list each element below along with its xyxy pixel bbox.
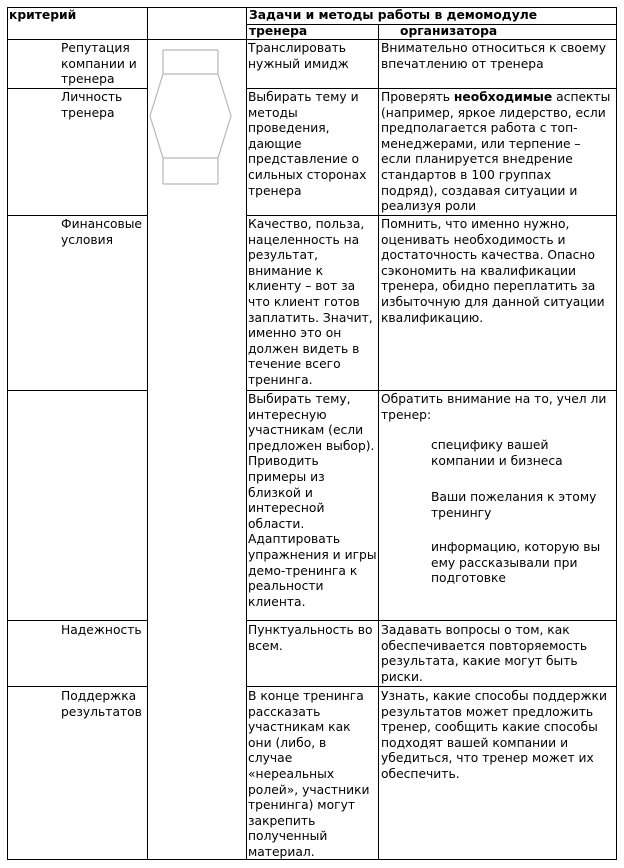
grid-line <box>246 686 617 687</box>
grid-line <box>246 215 617 216</box>
row-criterion: Надежность <box>61 623 142 637</box>
grid-line <box>7 88 147 89</box>
row-trainer-text: Транслировать нужный имидж <box>248 41 349 71</box>
grid-line <box>7 215 147 216</box>
criterion-header: критерий <box>9 8 77 22</box>
list-item: информацию, которую вы ему рассказывали при подготовке <box>431 540 601 586</box>
grid-line <box>7 620 147 621</box>
row-organizer-text: Узнать, какие способы поддержки результатов может предложить тренер, сообщить какие способы подходят вашей компании и убедиться, что тренер может их обеспечить. <box>381 689 607 781</box>
grid-line <box>246 88 617 89</box>
tasks-header: Задачи и методы работы в демомодуле <box>249 8 538 22</box>
row-criterion: Личность тренера <box>61 90 123 120</box>
row-organizer-text: Внимательно относиться к своему впечатлению от тренера <box>381 41 607 71</box>
row-organizer-text: Проверять необходимые аспекты (например, яркое лидерство, если предполагается работа с топ- менеджерами, или терпение – если планируется внедрение стандартов в 100 группах подряд), создавая ситуации и реализуя роли <box>381 90 611 214</box>
list-item: специфику вашей компании и бизнеса <box>431 438 563 468</box>
list-item: Ваши пожелания к этому тренингу <box>431 490 597 520</box>
grid-line <box>7 686 147 687</box>
row-trainer-text: Качество, польза, нацеленность на результат, внимание к клиенту – вот за что клиент готов заплатить. Значит, именно это он должен видеть в течение всего тренинга. <box>248 217 373 387</box>
grid-line <box>378 24 379 860</box>
row-criterion: Репутация компании и тренера <box>61 41 137 87</box>
row-criterion: Финансовые условия <box>61 217 142 247</box>
row-trainer-text: Выбирать тему, интересную участникам (если предложен выбор). Приводить примеры из близкой и интересной области. Адаптировать упражнения и игры демо-тренинга к реальности клиента. <box>248 392 377 609</box>
trainer-header: тренера <box>249 24 308 38</box>
row-organizer-text: Помнить, что именно нужно, оценивать необходимость и достаточность качества. Опасно сэкономить на квалификации тренера, обидно переплатить за избыточную для данной ситуации квалификацию. <box>381 217 605 325</box>
grid-line <box>246 7 247 860</box>
row-trainer-text: Выбирать тему и методы проведения, дающие представление о сильных сторонах тренера <box>248 90 367 198</box>
grid-line <box>7 390 147 391</box>
row-trainer-text: Пунктуальность во всем. <box>248 623 373 653</box>
grid-line <box>7 39 617 40</box>
grid-line <box>246 390 617 391</box>
row-criterion: Поддержка результатов <box>61 689 142 719</box>
grid-line <box>246 620 617 621</box>
row-organizer-text: Задавать вопросы о том, как обеспечивается повторяемость результата, какие могут быть риски. <box>381 623 588 684</box>
row-trainer-text: В конце тренинга рассказать участникам как они (либо, в случае «нереальных ролей», участники тренинга) могут закрепить полученный материал. <box>248 689 370 859</box>
row-organizer-text: Обратить внимание на то, учел ли тренер: <box>381 392 607 422</box>
organizer-header: организатора <box>400 24 498 38</box>
double-arrow-shape <box>148 44 233 189</box>
